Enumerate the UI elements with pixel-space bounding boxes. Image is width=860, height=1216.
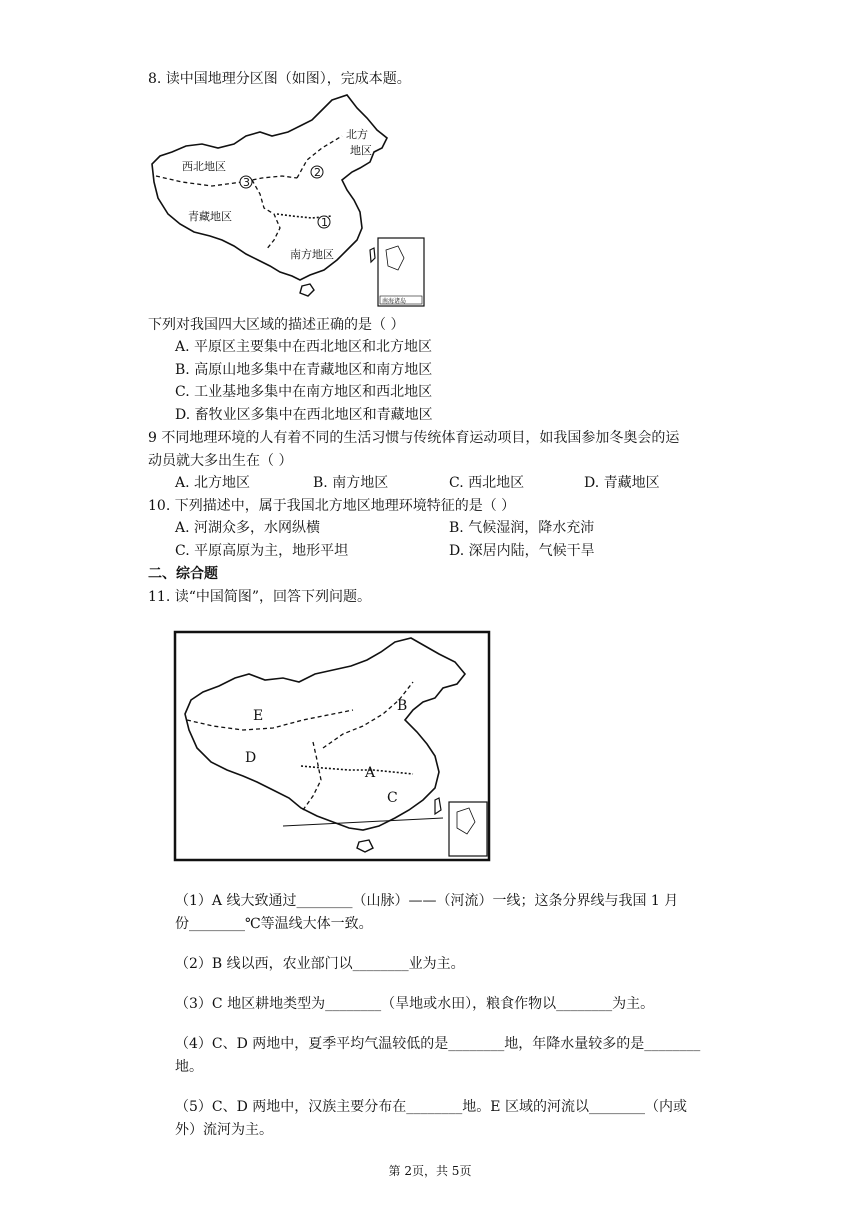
label-B: B (397, 698, 408, 714)
q9-stem-line2: 动员就大多出生在（ ） (148, 453, 293, 469)
q8-title: 8. 读中国地理分区图（如图），完成本题。 (148, 71, 411, 87)
q9-option-b: B. 南方地区 (313, 475, 389, 491)
northwest-label: 西北地区 (182, 160, 226, 173)
mark-3: 3 (243, 176, 250, 189)
q11-sub4-line1: （4）C、D 两地中，夏季平均气温较低的是________地，年降水量较多的是________ (175, 1036, 701, 1052)
q8-option-c: C. 工业基地多集中在南方地区和西北地区 (175, 384, 433, 400)
q8-option-d: D. 畜牧业区多集中在西北地区和青藏地区 (175, 407, 433, 423)
page-footer: 第 2页，共 5页 (388, 1164, 472, 1178)
q8-map (142, 90, 432, 310)
q9-option-d: D. 青藏地区 (584, 475, 660, 491)
q11-sub4-line2: 地。 (175, 1059, 203, 1075)
q8-stem: 下列对我国四大区域的描述正确的是（ ） (148, 317, 405, 333)
mark-1: 1 (321, 216, 328, 229)
q11-sub2: （2）B 线以西，农业部门以________业为主。 (175, 956, 465, 972)
q11-sub1-line2: 份________℃等温线大体一致。 (175, 916, 373, 932)
q8-option-a: A. 平原区主要集中在西北地区和北方地区 (175, 339, 433, 355)
q11-sub5-line2: 外）流河为主。 (175, 1122, 273, 1138)
north-label-1: 北方 (346, 128, 368, 141)
qinghai-tibet-label: 青藏地区 (188, 210, 232, 223)
mark-2: 2 (314, 166, 321, 179)
north-label-2: 地区 (350, 144, 372, 157)
label-C: C (387, 790, 398, 806)
q11-sub3: （3）C 地区耕地类型为________（旱地或水田），粮食作物以________为主。 (175, 996, 655, 1012)
q11-sub5-line1: （5）C、D 两地中，汉族主要分布在________地。E 区域的河流以________（内或 (175, 1099, 687, 1115)
q9-option-a: A. 北方地区 (175, 475, 251, 491)
south-label: 南方地区 (290, 248, 334, 261)
label-D: D (245, 750, 257, 766)
q10-option-d: D. 深居内陆，气候干旱 (449, 543, 595, 559)
label-A: A (365, 765, 376, 781)
q10-option-c: C. 平原高原为主，地形平坦 (175, 543, 349, 559)
label-E: E (253, 708, 264, 724)
q9-stem-line1: 9 不同地理环境的人有着不同的生活习惯与传统体育运动项目，如我国参加冬奥会的运 (148, 430, 680, 446)
q10-option-b: B. 气候湿润，降水充沛 (449, 520, 595, 536)
q9-option-c: C. 西北地区 (449, 475, 525, 491)
inset-label: 南海诸岛 (382, 298, 407, 305)
q8-option-b: B. 高原山地多集中在青藏地区和南方地区 (175, 362, 433, 378)
section2-title: 二、综合题 (148, 566, 218, 582)
q11-map (173, 630, 493, 862)
q10-stem: 10. 下列描述中，属于我国北方地区地理环境特征的是（ ） (148, 498, 516, 514)
q11-stem: 11. 读“中国简图”，回答下列问题。 (148, 589, 372, 605)
q10-option-a: A. 河湖众多，水网纵横 (175, 520, 321, 536)
q11-sub1-line1: （1）A 线大致通过________（山脉）——（河流）一线；这条分界线与我国 1 月 (175, 893, 679, 909)
